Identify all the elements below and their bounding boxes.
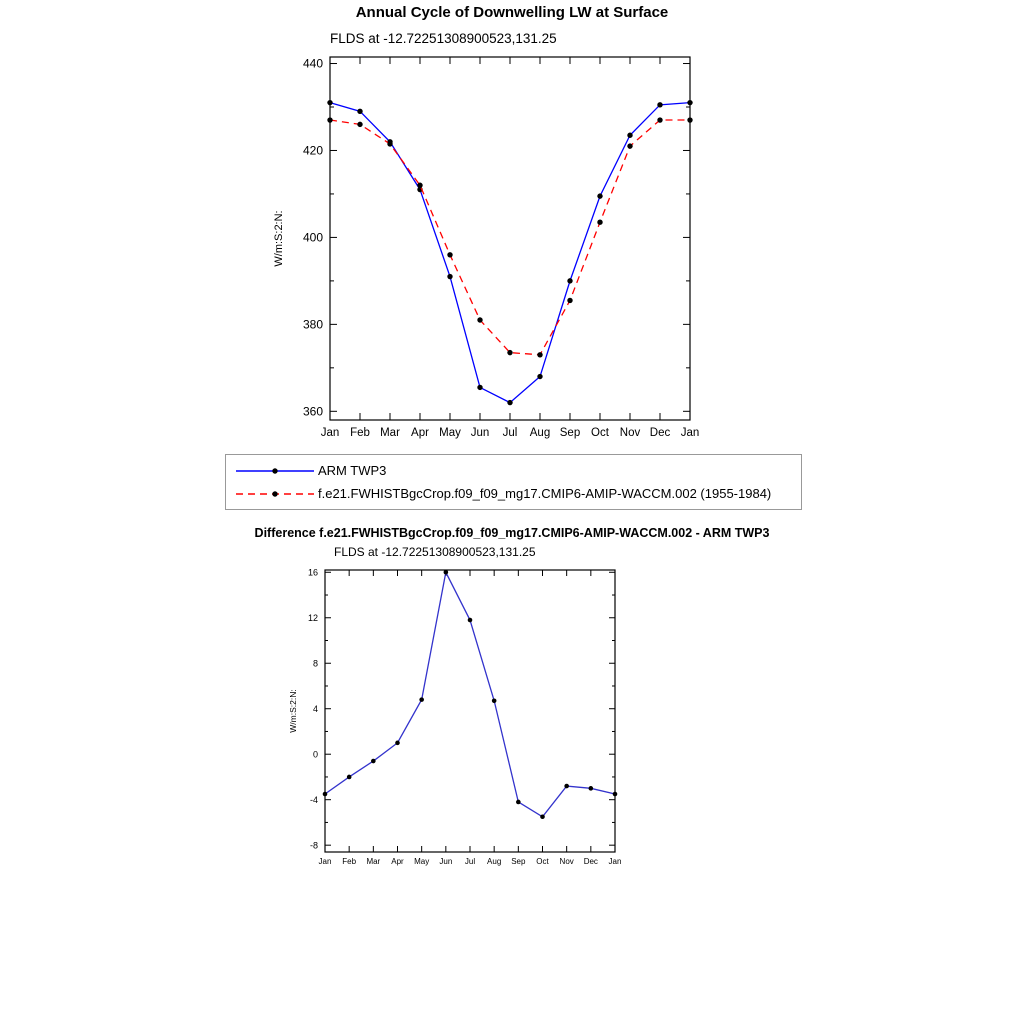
data-point-marker (507, 400, 512, 405)
data-point-marker (507, 350, 512, 355)
x-tick-label: Jan (680, 427, 700, 439)
data-point-marker (371, 759, 376, 764)
data-point-marker (323, 792, 328, 797)
data-point-marker (327, 100, 332, 105)
legend-label: f.e21.FWHISTBgcCrop.f09_f09_mg17.CMIP6-AMIP-WACCM.002 (1955-1984) (318, 486, 772, 501)
x-tick-label: Jan (318, 857, 332, 866)
x-tick-label: Apr (391, 857, 404, 866)
legend-item (234, 459, 795, 482)
data-point-marker (540, 814, 545, 819)
x-tick-label: Feb (342, 857, 357, 866)
x-tick-label: Jan (320, 427, 340, 439)
x-tick-label: Jun (439, 857, 453, 866)
y-tick-label: 16 (307, 567, 318, 578)
x-tick-label: Jul (502, 427, 518, 439)
data-point-marker (627, 143, 632, 148)
chart1-subtitle: FLDS at -12.72251308900523,131.25 (330, 31, 557, 46)
y-tick-label: 440 (302, 56, 323, 71)
x-tick-label: Jul (464, 857, 476, 866)
data-point-marker (537, 352, 542, 357)
data-point-marker (597, 219, 602, 224)
data-point-marker (347, 775, 352, 780)
data-point-marker (477, 385, 482, 390)
legend-item (234, 482, 795, 505)
data-point-marker (657, 102, 662, 107)
legend-line-sample (234, 488, 316, 500)
data-point-marker (417, 183, 422, 188)
x-tick-label: Oct (591, 427, 609, 439)
data-point-marker (687, 100, 692, 105)
data-point-marker (567, 298, 572, 303)
chart2-subtitle: FLDS at -12.72251308900523,131.25 (334, 545, 536, 559)
data-point-marker (357, 122, 362, 127)
data-point-marker (387, 141, 392, 146)
data-point-marker (567, 278, 572, 283)
data-point-marker (492, 698, 497, 703)
x-tick-label: Sep (511, 857, 526, 866)
y-tick-label: 12 (307, 612, 318, 623)
x-tick-label: Mar (380, 427, 400, 439)
legend (225, 454, 802, 510)
data-point-marker (613, 792, 618, 797)
data-point-marker (564, 784, 569, 789)
series-line (330, 120, 690, 355)
chart2-title: Difference f.e21.FWHISTBgcCrop.f09_f09_mg17.CMIP6-AMIP-WACCM.002 - ARM TWP3 (254, 526, 770, 540)
y-axis-title: W/m:S:2:N: (273, 210, 285, 267)
series-line (325, 572, 615, 816)
data-point-marker (537, 374, 542, 379)
data-point-marker (447, 274, 452, 279)
y-tick-label: 420 (302, 143, 323, 158)
y-tick-label: 380 (302, 317, 323, 332)
data-point-marker (516, 800, 521, 805)
series-line (330, 103, 690, 403)
chart1-title: Annual Cycle of Downwelling LW at Surface (355, 4, 669, 21)
y-tick-label: 360 (302, 404, 323, 419)
x-tick-label: Mar (366, 857, 381, 866)
y-tick-label: 4 (312, 703, 318, 714)
data-point-marker (468, 618, 473, 623)
x-tick-label: Aug (529, 427, 551, 439)
x-tick-label: Oct (536, 857, 549, 866)
x-tick-label: Aug (487, 857, 502, 866)
data-point-marker (395, 741, 400, 746)
data-point-marker (444, 570, 449, 575)
data-point-marker (657, 117, 662, 122)
x-tick-label: Dec (649, 427, 671, 439)
x-tick-label: Nov (559, 857, 574, 866)
x-tick-label: Nov (619, 427, 641, 439)
y-tick-label: -4 (309, 794, 318, 805)
data-point-marker (597, 193, 602, 198)
legend-line-sample (234, 465, 316, 477)
x-tick-label: Feb (350, 427, 370, 439)
y-tick-label: 0 (312, 749, 318, 760)
data-point-marker (589, 786, 594, 791)
plot-frame (325, 570, 615, 852)
x-tick-label: Sep (559, 427, 581, 439)
legend-label: ARM TWP3 (318, 463, 387, 478)
data-point-marker (357, 109, 362, 114)
data-point-marker (627, 133, 632, 138)
x-tick-label: Jan (608, 857, 622, 866)
x-tick-label: Apr (411, 427, 429, 439)
y-tick-label: 8 (312, 658, 318, 669)
data-point-marker (477, 317, 482, 322)
y-tick-label: 400 (302, 230, 323, 245)
plot-frame (330, 57, 690, 420)
data-point-marker (419, 697, 424, 702)
y-axis-title: W/m:S:2:N: (288, 689, 298, 733)
difference-chart (280, 558, 640, 874)
data-point-marker (327, 117, 332, 122)
x-tick-label: Dec (583, 857, 598, 866)
y-tick-label: -8 (309, 840, 318, 851)
data-point-marker (447, 252, 452, 257)
x-tick-label: Jun (470, 427, 490, 439)
data-point-marker (687, 117, 692, 122)
annual-cycle-chart (270, 48, 730, 450)
x-tick-label: May (439, 427, 461, 439)
x-tick-label: May (414, 857, 430, 866)
